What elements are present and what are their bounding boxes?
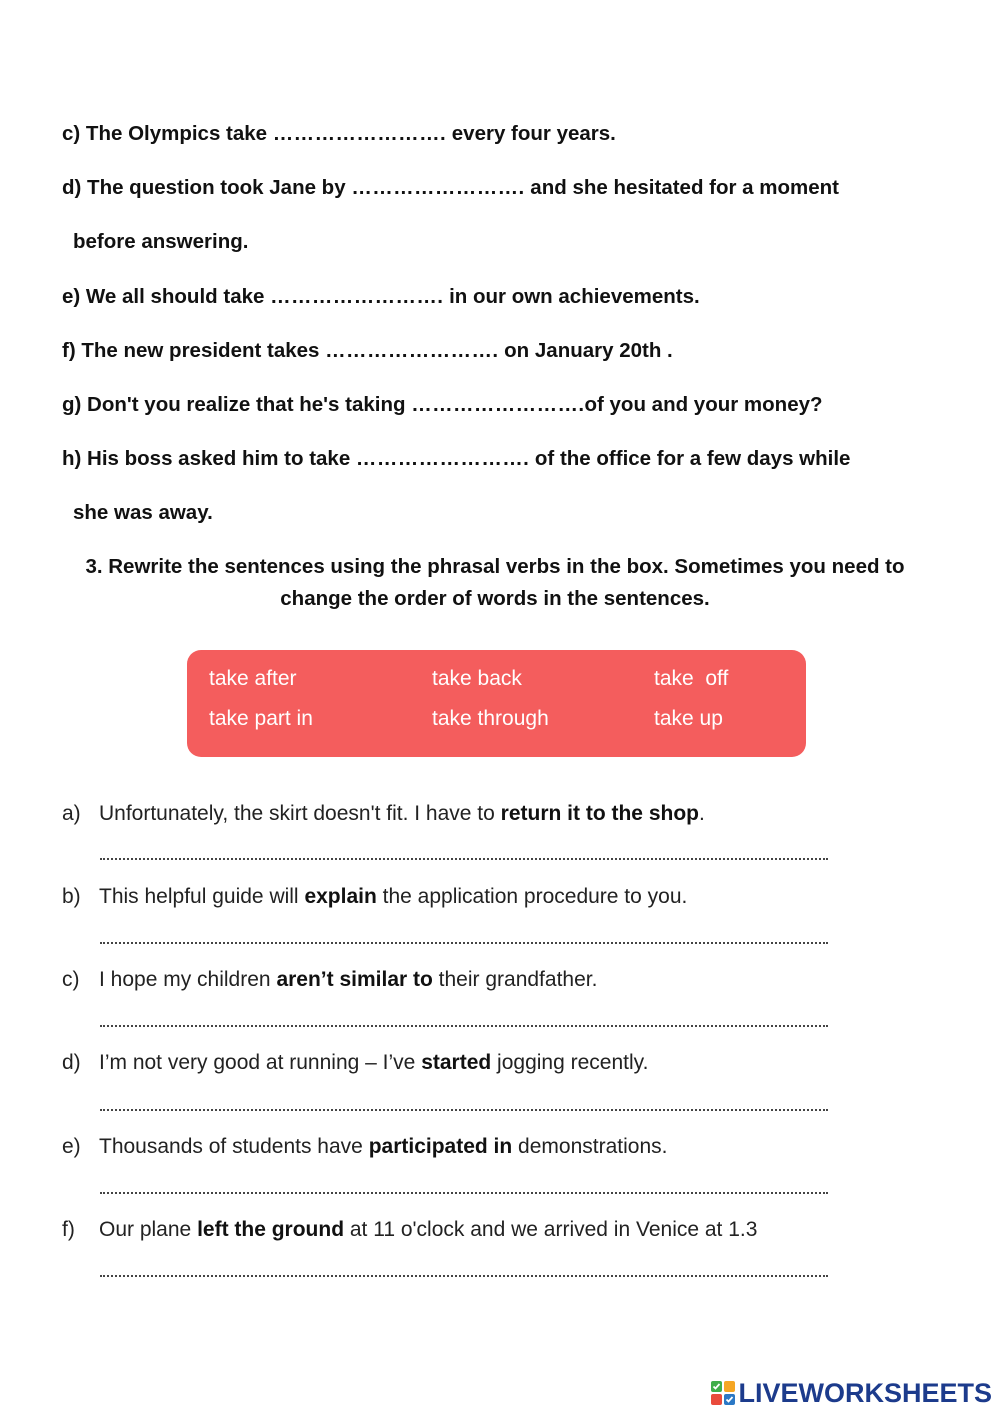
verb-take-after: take after — [209, 667, 297, 690]
blank-f: ……………………. — [325, 339, 499, 362]
brand-text: LIVEWORKSHEETS — [738, 1378, 992, 1408]
answer-line-e[interactable] — [100, 1192, 828, 1194]
item-h: h) His boss asked him to take ……………………. of the office for a few days while — [62, 447, 851, 470]
item-e: e) We all should take ……………………. in our own achievements. — [62, 285, 700, 308]
item-c: c) The Olympics take ……………………. every four years. — [62, 122, 616, 145]
blank-e: ……………………. — [270, 285, 444, 308]
answer-line-d[interactable] — [100, 1109, 828, 1111]
item-g: g) Don't you realize that he's taking …………………….of you and your money? — [62, 393, 823, 416]
liveworksheets-logo — [710, 1378, 992, 1408]
item-d-continued: before answering. — [73, 230, 249, 253]
blank-g: ……………………. — [411, 393, 585, 416]
verb-take-part-in: take part in — [209, 707, 313, 730]
verb-take-off: take off — [654, 667, 729, 690]
verb-take-up: take up — [654, 707, 723, 730]
answer-line-a[interactable] — [100, 858, 828, 860]
answer-line-b[interactable] — [100, 942, 828, 944]
verb-take-through: take through — [432, 707, 549, 730]
verb-take-back: take back — [432, 667, 522, 690]
liveworksheets-logo-icon — [710, 1380, 736, 1406]
exercise-e: e) Thousands of students have participated in demonstrations. — [62, 1135, 668, 1158]
blank-d: ……………………. — [351, 176, 525, 199]
exercise-f: f) Our plane left the ground at 11 o'clock and we arrived in Venice at 1.3 — [62, 1218, 758, 1241]
instruction-line-2: change the order of words in the sentences. — [280, 587, 710, 610]
phrasal-verbs-box — [187, 650, 806, 757]
exercise-b: b) This helpful guide will explain the application procedure to you. — [62, 885, 688, 908]
exercise-d: d) I’m not very good at running – I’ve started jogging recently. — [62, 1051, 649, 1074]
answer-line-f[interactable] — [100, 1275, 828, 1277]
item-h-continued: she was away. — [73, 501, 213, 524]
instruction-line-1: 3. Rewrite the sentences using the phrasal verbs in the box. Sometimes you need to — [85, 555, 905, 578]
answer-line-c[interactable] — [100, 1025, 828, 1027]
item-f: f) The new president takes ……………………. on January 20th . — [62, 339, 673, 362]
blank-c: ……………………. — [272, 122, 447, 145]
exercise-a: a) Unfortunately, the skirt doesn't fit. I have to return it to the shop. — [62, 802, 705, 825]
exercise-c: c) I hope my children aren’t similar to their grandfather. — [62, 968, 598, 991]
item-d: d) The question took Jane by ……………………. and she hesitated for a moment — [62, 176, 840, 199]
blank-h: ……………………. — [355, 447, 530, 470]
